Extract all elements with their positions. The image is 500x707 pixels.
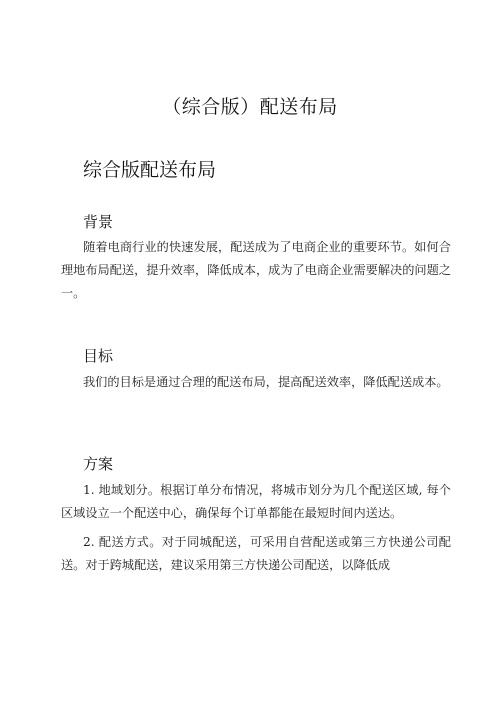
section-heading-background: 背景: [83, 213, 114, 231]
section-heading-goal: 目标: [83, 347, 114, 365]
section-paragraph-goal: [61, 371, 451, 394]
plan-item-1: [61, 479, 451, 525]
section-paragraph-background: [61, 236, 451, 305]
section-heading-plan: 方案: [83, 455, 114, 473]
plan-item-2: [61, 531, 451, 577]
goal-text: 我们的目标是通过合理的配送布局，提高配送效率，降低配送成本。: [83, 375, 449, 389]
document-title: （综合版）配送布局: [162, 96, 338, 118]
plan-item-1-text: 1. 地域划分。根据订单分布情况，将城市划分为几个配送区域, 每个区域设立一个配送中心，确保每个订单都能在最短时间内送达。: [61, 483, 451, 520]
main-heading: 综合版配送布局: [83, 159, 217, 181]
background-text: 随着电商行业的快速发展，配送成为了电商企业的重要环节。如何合理地布局配送，提升效率，降低成本，成为了电商企业需要解决的问题之一。: [61, 240, 451, 300]
plan-item-2-text: 2. 配送方式。对于同城配送，可采用自营配送或第三方快递公司配送。对于跨城配送，建议采用第三方快递公司配送，以降低成: [61, 535, 451, 572]
